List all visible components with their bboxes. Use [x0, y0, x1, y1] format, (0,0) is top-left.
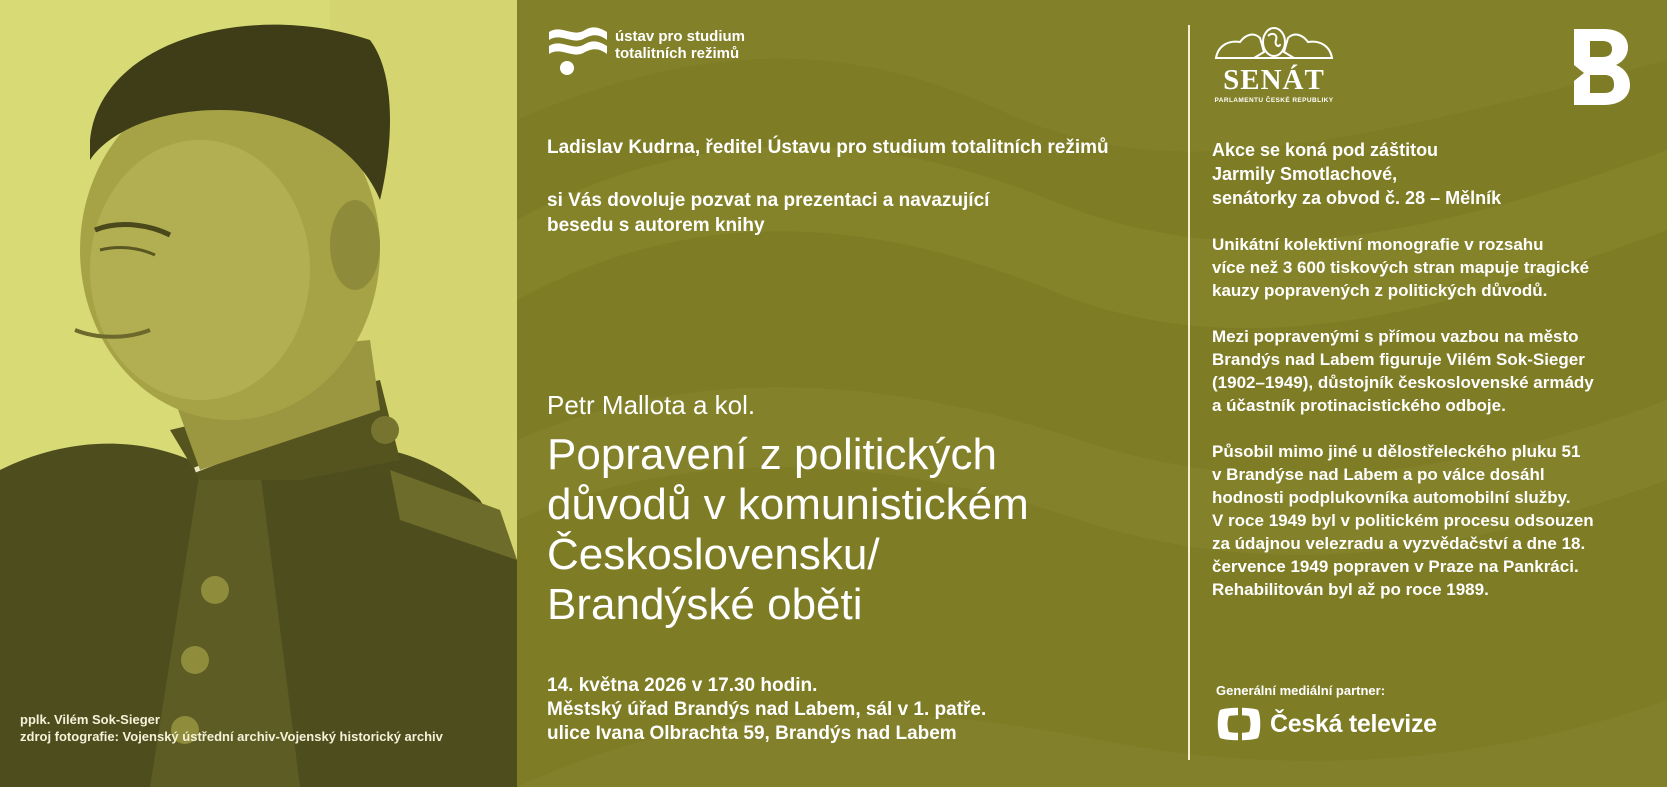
- brandys-b-logo-icon: [1574, 29, 1630, 105]
- patronage: [1212, 138, 1501, 210]
- invitation-text: [547, 188, 989, 238]
- book-title: [547, 430, 1029, 630]
- media-partner-label: Generální mediální partner:: [1216, 683, 1386, 698]
- paragraph-line: Brandýs nad Labem figuruje Vilém Sok-Sieger: [1212, 350, 1585, 369]
- paragraph-line: v Brandýse nad Labem a po válce dosáhl: [1212, 465, 1545, 484]
- portrait-photo-icon: [0, 0, 517, 787]
- photo-caption: [20, 711, 443, 745]
- paragraph-line: hodnosti podplukovníka automobilní služby.: [1212, 488, 1571, 507]
- ustr-wave-logo-icon: [547, 26, 609, 76]
- paragraph-biography: [1212, 440, 1594, 601]
- senat-lions-emblem-icon: [1210, 22, 1338, 62]
- paragraph-line: kauzy popravených z politických důvodů.: [1212, 281, 1548, 300]
- book-title-line4: Brandýské oběti: [547, 580, 863, 629]
- patron-line2: Jarmily Smotlachové,: [1212, 164, 1398, 184]
- paragraph-line: (1902–1949), důstojník československé armády: [1212, 373, 1594, 392]
- ustr-line2: totalitních režimů: [615, 45, 740, 62]
- senat-logo: [1210, 22, 1338, 104]
- ustr-name: [615, 28, 745, 62]
- event-venue: Městský úřad Brandýs nad Labem, sál v 1. patře.: [547, 699, 987, 720]
- senat-word: SENÁT: [1223, 64, 1325, 96]
- portrait-photo: [0, 0, 517, 787]
- caption-name: pplk. Vilém Sok-Sieger: [20, 712, 160, 727]
- ceska-televize-logo-icon: [1216, 706, 1262, 742]
- paragraph-line: Mezi popravenými s přímou vazbou na město: [1212, 327, 1579, 346]
- paragraph-line: V roce 1949 byl v politickém procesu odsouzen: [1212, 511, 1594, 530]
- senat-subtitle: PARLAMENTU ČESKÉ REPUBLIKY: [1214, 97, 1334, 104]
- paragraph-line: července 1949 popraven v Praze na Pankráci.: [1212, 557, 1579, 576]
- paragraph-line: Působil mimo jiné u dělostřeleckého pluku 51: [1212, 442, 1581, 461]
- inviter: [547, 137, 1109, 159]
- ceska-televize-name: Česká televize: [1270, 709, 1437, 738]
- ceska-televize-logo: [1216, 706, 1437, 742]
- ustr-line1: ústav pro studium: [615, 28, 746, 45]
- caption-source: zdroj fotografie: Vojenský ústřední archiv-Vojenský historický archiv: [20, 729, 443, 744]
- ustr-logo: [547, 26, 745, 76]
- paragraph-line: Unikátní kolektivní monografie v rozsahu: [1212, 235, 1544, 254]
- book-title-line3: Československu/: [547, 530, 880, 579]
- event-address: ulice Ivana Olbrachta 59, Brandýs nad Labem: [547, 723, 957, 744]
- paragraph-line: Rehabilitován byl až po roce 1989.: [1212, 580, 1489, 599]
- book-title-line1: Popravení z politických: [547, 430, 997, 479]
- column-divider: [1188, 25, 1190, 760]
- event-datetime: 14. května 2026 v 17.30 hodin.: [547, 675, 818, 696]
- inviter-text: Ladislav Kudrna, ředitel Ústavu pro studium totalitních režimů: [547, 137, 1109, 158]
- invitation-line2: besedu s autorem knihy: [547, 215, 765, 236]
- paragraph-monograph: [1212, 233, 1589, 302]
- book-author: Petr Mallota a kol.: [547, 390, 756, 420]
- patron-line1: Akce se koná pod záštitou: [1212, 140, 1439, 160]
- paragraph-line: za údajnou velezradu a vyzvědačství a dne 18.: [1212, 534, 1586, 553]
- book-title-line2: důvodů v komunistickém: [547, 480, 1029, 529]
- patron-line3: senátorky za obvod č. 28 – Mělník: [1212, 188, 1502, 208]
- event-details: [547, 674, 986, 746]
- paragraph-line: a účastník protinacistického odboje.: [1212, 396, 1506, 415]
- paragraph-line: více než 3 600 tiskových stran mapuje tragické: [1212, 258, 1590, 277]
- paragraph-sok-sieger: [1212, 325, 1594, 417]
- invitation-line1: si Vás dovoluje pozvat na prezentaci a navazující: [547, 190, 990, 211]
